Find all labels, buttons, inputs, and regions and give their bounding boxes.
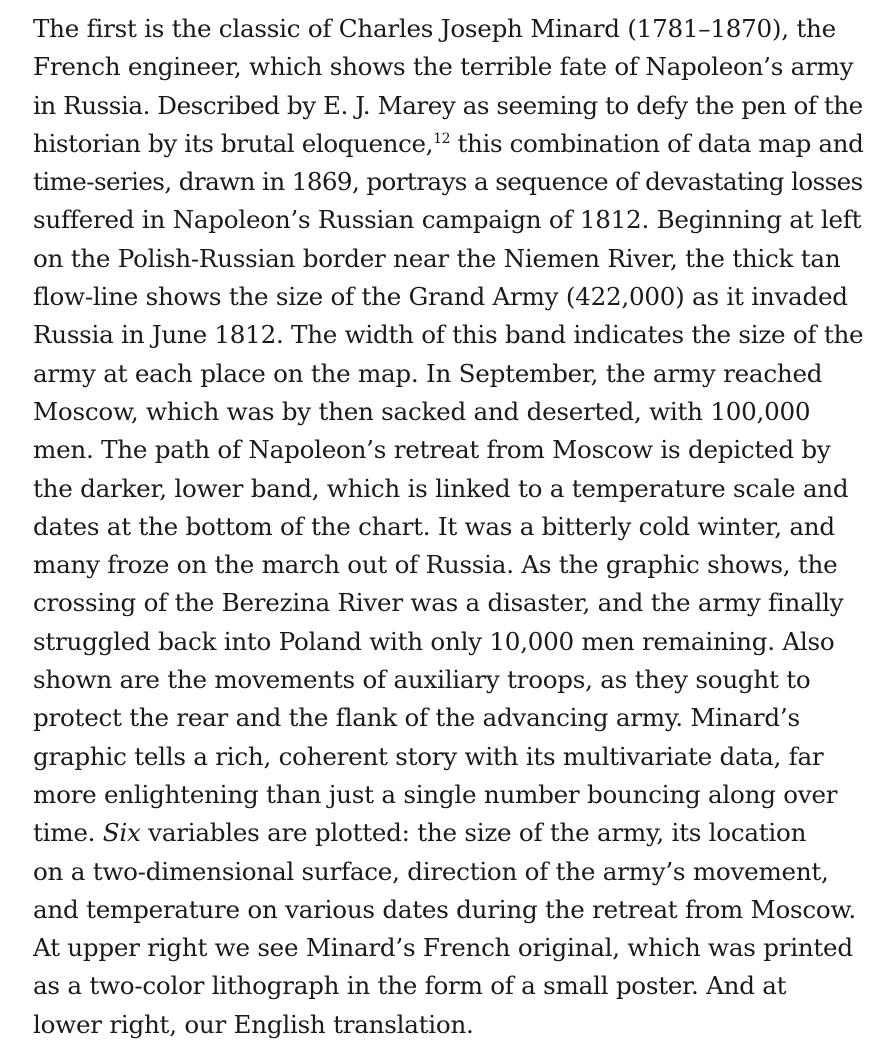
- text-line: as a two-color lithograph in the form of a small poster. And at: [33, 971, 787, 1001]
- text-line: The first is the classic of Charles Joseph Minard (1781–1870), the: [33, 14, 836, 43]
- text-line: flow-line shows the size of the Grand Army (422,000) as it invaded: [33, 282, 848, 312]
- text-line: protect the rear and the flank of the advancing army. Minard’s: [33, 703, 800, 733]
- text-line: suffered in Napoleon’s Russian campaign of 1812. Beginning at left: [33, 205, 862, 235]
- text-line: time-series, drawn in 1869, portrays a sequence of devastating losses: [33, 167, 863, 197]
- text-line: on a two-dimensional surface, direction of the army’s movement,: [33, 856, 829, 886]
- text-line: crossing of the Berezina River was a disaster, and the army finally: [33, 588, 844, 618]
- text-run: this combination of data map and: [450, 128, 864, 158]
- text-line: [33, 125, 863, 163]
- italic-word: Six: [102, 818, 141, 848]
- text-line: [33, 814, 863, 852]
- text-line: many froze on the march out of Russia. As the graphic shows, the: [33, 550, 838, 580]
- text-line: struggled back into Poland with only 10,000 men remaining. Also: [33, 626, 835, 656]
- body-paragraph: [33, 10, 863, 1044]
- text-run: historian by its brutal eloquence,: [33, 128, 434, 158]
- text-line: Moscow, which was by then sacked and deserted, with 100,000: [33, 396, 811, 426]
- text-line: on the Polish-Russian border near the Niemen River, the thick tan: [33, 243, 841, 273]
- text-line: lower right, our English translation.: [33, 1009, 474, 1039]
- text-line: Russia in June 1812. The width of this band indicates the size of the: [33, 320, 864, 350]
- text-line: dates at the bottom of the chart. It was a bitterly cold winter, and: [33, 511, 835, 541]
- text-line: more enlightening than just a single number bouncing along over: [33, 779, 838, 809]
- text-line: French engineer, which shows the terrible fate of Napoleon’s army: [33, 52, 854, 82]
- text-run: variables are plotted: the size of the army, its location: [140, 818, 807, 848]
- footnote-marker: 12: [433, 130, 451, 147]
- text-line: At upper right we see Minard’s French original, which was printed: [33, 933, 853, 963]
- text-line: army at each place on the map. In September, the army reached: [33, 358, 823, 388]
- text-line: graphic tells a rich, coherent story with its multivariate data, far: [33, 741, 824, 771]
- text-run: time.: [33, 818, 103, 848]
- text-line: men. The path of Napoleon’s retreat from Moscow is depicted by: [33, 435, 831, 465]
- text-line: shown are the movements of auxiliary troops, as they sought to: [33, 665, 811, 695]
- text-line: the darker, lower band, which is linked to a temperature scale and: [33, 473, 849, 503]
- text-line: in Russia. Described by E. J. Marey as seeming to defy the pen of the: [33, 90, 863, 120]
- text-line: and temperature on various dates during the retreat from Moscow.: [33, 894, 856, 924]
